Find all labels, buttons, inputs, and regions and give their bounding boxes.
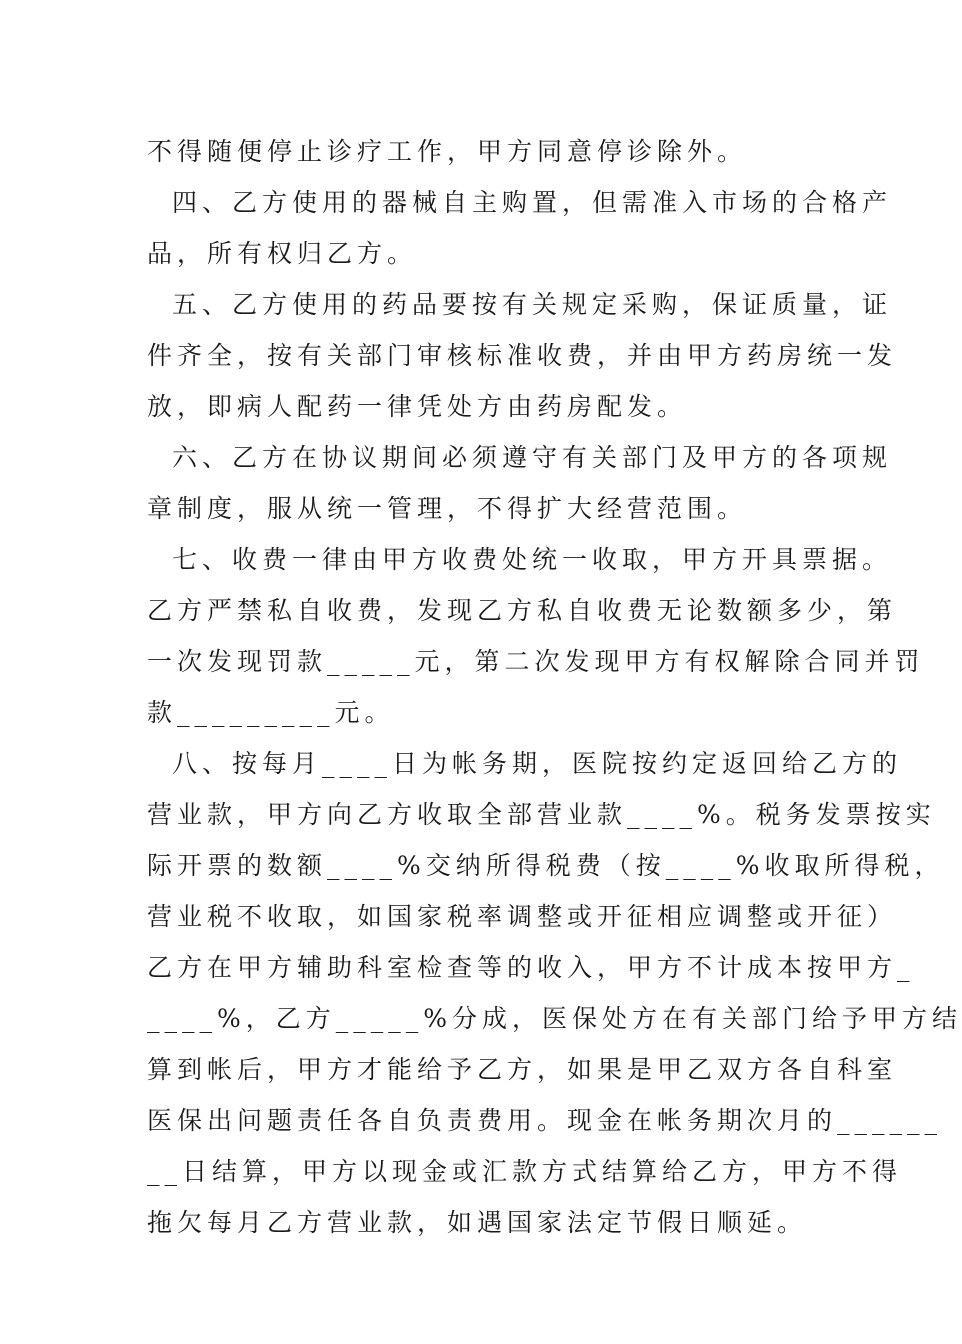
text-line: 品，所有权归乙方。 — [147, 239, 418, 268]
text-line: 章制度，服从统一管理，不得扩大经营范围。 — [147, 494, 748, 523]
text-line: 乙方严禁私自收费，发现乙方私自收费无论数额多少，第 — [147, 596, 898, 625]
contract-body — [147, 126, 962, 1248]
clause-4-line: 四、乙方使用的器械自主购置，但需准入市场的合格产 — [172, 188, 893, 217]
text-line: 放，即病人配药一律凭处方由药房配发。 — [147, 392, 688, 421]
text-line: 件齐全，按有关部门审核标准收费，并由甲方药房统一发 — [147, 341, 898, 370]
text-line: 乙方在甲方辅助科室检查等的收入，甲方不计成本按甲方_ — [147, 953, 915, 982]
clause-8-line: 八、按每月____日为帐务期，医院按约定返回给乙方的 — [172, 749, 903, 778]
text-line: 算到帐后，甲方才能给予乙方，如果是甲乙双方各自科室 — [147, 1055, 898, 1084]
text-line: 营业税不收取，如国家税率调整或开征相应调整或开征） — [147, 902, 898, 931]
text-line: 医保出问题责任各自负责费用。现金在帐务期次月的______ — [147, 1106, 943, 1135]
text-line: 拖欠每月乙方营业款，如遇国家法定节假日顺延。 — [147, 1208, 808, 1237]
clause-5-line: 五、乙方使用的药品要按有关规定采购，保证质量，证 — [172, 290, 893, 319]
text-line: 营业款，甲方向乙方收取全部营业款____%。税务发票按实 — [147, 800, 936, 829]
text-line: 一次发现罚款_____元，第二次发现甲方有权解除合同并罚 — [147, 647, 925, 676]
clause-7-line: 七、收费一律由甲方收费处统一收取，甲方开具票据。 — [172, 545, 893, 574]
text-line: 际开票的数额____%交纳所得税费（按____%收取所得税， — [147, 851, 945, 880]
text-line: 不得随便停止诊疗工作，甲方同意停诊除外。 — [147, 137, 748, 166]
text-line: ____%，乙方_____%分成，医保处方在有关部门给予甲方结 — [147, 1004, 962, 1033]
text-line: __日结算，甲方以现金或汇款方式结算给乙方，甲方不得 — [147, 1157, 903, 1186]
clause-6-line: 六、乙方在协议期间必须遵守有关部门及甲方的各项规 — [172, 443, 893, 472]
text-line: 款_________元。 — [147, 698, 395, 727]
